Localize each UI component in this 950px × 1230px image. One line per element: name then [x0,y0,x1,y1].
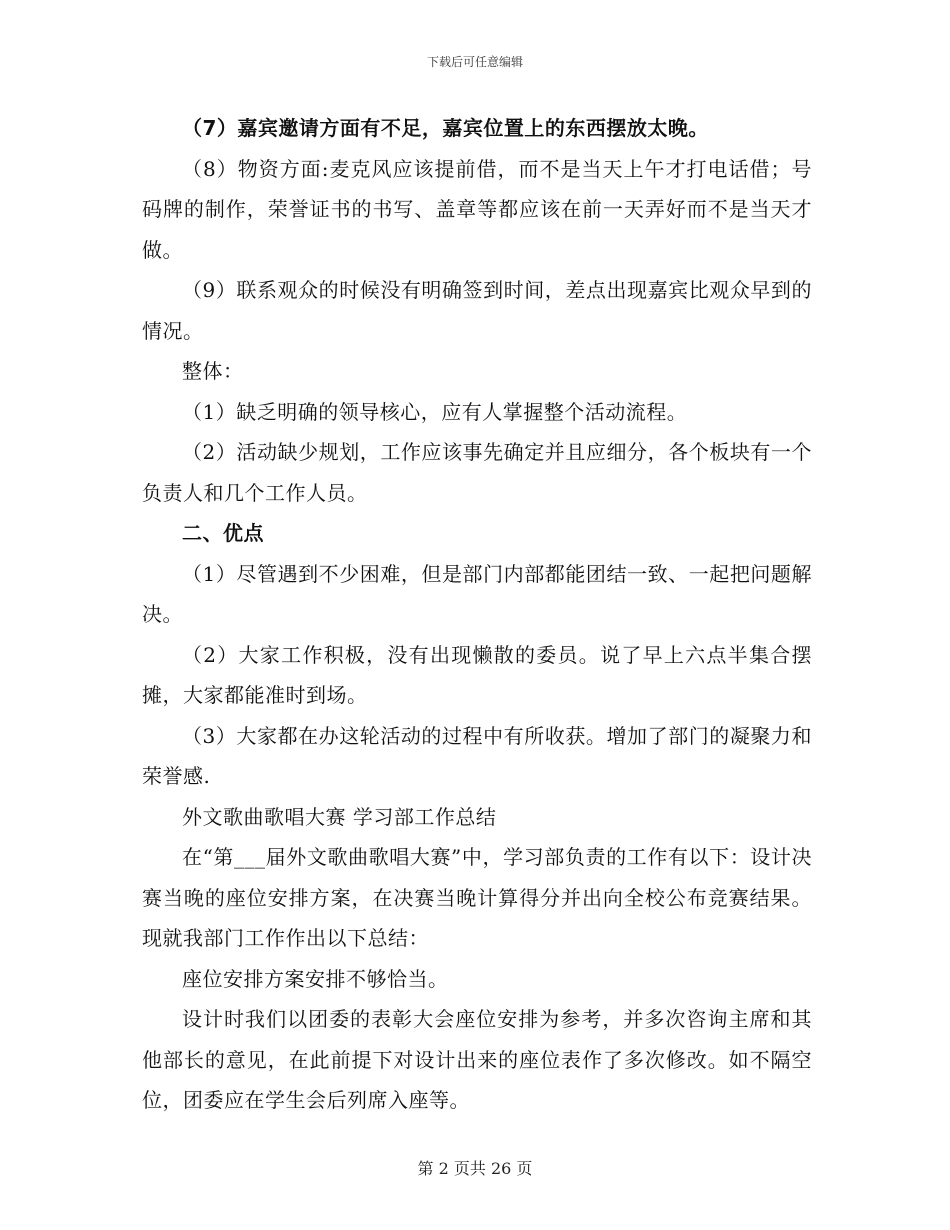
section-heading-advantages: 二、优点 [182,521,264,545]
paragraph-advantage-1: （1）尽管遇到不少困难，但是部门内部都能团结一致、一起把问题解决。 [142,561,812,626]
document-subtitle: 外文歌曲歌唱大赛 学习部工作总结 [182,804,497,829]
paragraph-seating-design: 设计时我们以团委的表彰大会座位安排为参考，并多次咨询主席和其他部长的意见，在此前提下对设计出来的座位表作了多次修改。如不隔空位，团委应在学生会后列席入座等。 [142,1007,812,1112]
page-footer: 第 2 页共 26 页 [417,1159,533,1178]
paragraph-intro: 在“第___届外文歌曲歌唱大赛”中，学习部负责的工作有以下：设计决赛当晚的座位安排方案，在决赛当晚计算得分并出向全校公布竞赛结果。现就我部门工作作出以下总结： [142,845,812,950]
paragraph-overall-1: （1）缺乏明确的领导核心，应有人掌握整个活动流程。 [182,399,688,424]
paragraph-advantage-2: （2）大家工作积极，没有出现懒散的委员。说了早上六点半集合摆摊，大家都能准时到场。 [142,642,812,707]
paragraph-overall-heading: 整体： [182,359,244,383]
paragraph-guest-invitation: （7）嘉宾邀请方面有不足，嘉宾位置上的东西摆放太晚。 [182,116,709,140]
document-body [142,108,812,1121]
page-header: 下载后可任意编辑 [426,55,523,69]
paragraph-materials: （8）物资方面:麦克风应该提前借，而不是当天上午才打电话借；号码牌的制作，荣誉证书的书写、盖章等都应该在前一天弄好而不是当天才做。 [142,156,812,262]
paragraph-seating-issue: 座位安排方案安排不够恰当。 [182,966,449,991]
paragraph-audience-contact: （9）联系观众的时候没有明确签到时间，差点出现嘉宾比观众早到的情况。 [142,278,812,343]
paragraph-overall-2: （2）活动缺少规划，工作应该事先确定并且应细分，各个板块有一个负责人和几个工作人员。 [142,440,812,505]
paragraph-advantage-3: （3）大家都在办这轮活动的过程中有所收获。增加了部门的凝聚力和荣誉感. [142,723,812,788]
